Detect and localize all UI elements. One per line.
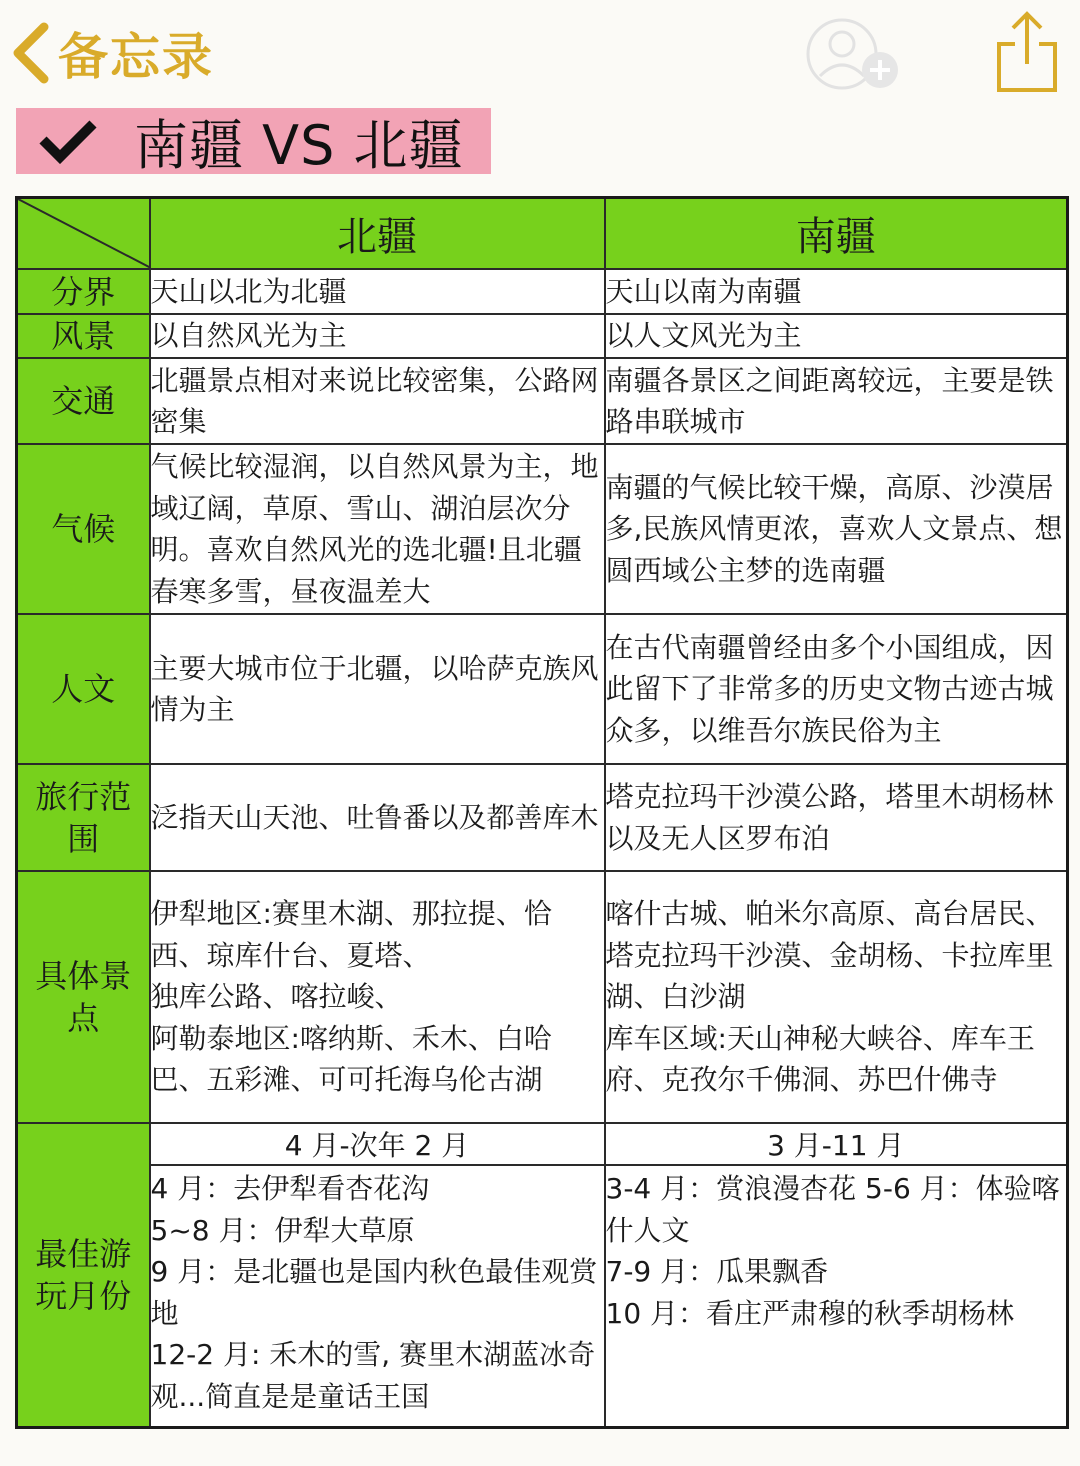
- comparison-table: [15, 196, 1069, 1429]
- back-label: 备忘录: [58, 28, 214, 86]
- navigation-bar: [0, 0, 1080, 105]
- row-label: 风景: [17, 314, 150, 358]
- north-cell: 主要大城市位于北疆，以哈萨克族风情为主: [150, 614, 605, 764]
- north-cell: [150, 871, 605, 1123]
- north-cell: 泛指天山天池、吐鲁番以及都善库木: [150, 764, 605, 871]
- south-spot-line: 喀什古城、帕米尔高原、高台居民、塔克拉玛干沙漠、金胡杨、卡拉库里湖、白沙湖: [605, 897, 1054, 1014]
- row-label: 最佳游玩月份: [17, 1123, 150, 1427]
- row-label: 气候: [17, 444, 150, 614]
- north-cell: 天山以北为北疆: [150, 269, 605, 314]
- north-spot-line: 伊犁地区:赛里木湖、那拉提、恰西、琼库什台、夏塔、: [150, 897, 552, 972]
- corner-cell: [17, 198, 150, 270]
- checkmark-icon: [38, 118, 98, 164]
- north-month-line: 12-2 月: 禾木的雪, 赛里木湖蓝冰奇观...简直是是童话王国: [150, 1338, 596, 1413]
- row-label: 交通: [17, 358, 150, 444]
- north-month-line: 5~8 月：伊犁大草原: [150, 1213, 415, 1247]
- share-icon: [995, 8, 1059, 94]
- south-cell: 天山以南为南疆: [605, 269, 1068, 314]
- north-months-cell: [150, 1165, 605, 1427]
- north-cell: 以自然风光为主: [150, 314, 605, 358]
- add-person-button[interactable]: [804, 14, 908, 98]
- south-cell: 以人文风光为主: [605, 314, 1068, 358]
- south-cell: 南疆各景区之间距离较远，主要是铁路串联城市: [605, 358, 1068, 444]
- south-cell: 南疆的气候比较干燥，高原、沙漠居多,民族风情更浓，喜欢人文景点、想圆西域公主梦的选南疆: [605, 444, 1068, 614]
- back-button[interactable]: [8, 18, 214, 88]
- chevron-left-icon: [8, 21, 52, 85]
- row-label: 分界: [17, 269, 150, 314]
- column-header-south: 南疆: [605, 198, 1068, 270]
- row-label: 具体景点: [17, 871, 150, 1123]
- south-month-line: 3-4 月：赏浪漫杏花 5-6 月：体验喀什人文: [605, 1172, 1060, 1247]
- south-months-cell: [605, 1165, 1068, 1427]
- south-month-line: 7-9 月：瓜果飘香: [605, 1255, 829, 1288]
- share-button[interactable]: [995, 8, 1059, 94]
- north-spot-line: 阿勒泰地区:喀纳斯、禾木、白哈巴、五彩滩、可可托海乌伦古湖: [150, 1021, 552, 1097]
- add-person-icon: [804, 14, 908, 98]
- south-cell: 塔克拉玛干沙漠公路，塔里木胡杨林以及无人区罗布泊: [605, 764, 1068, 871]
- column-header-north: 北疆: [150, 198, 605, 270]
- row-label: 旅行范围: [17, 764, 150, 871]
- row-label: 人文: [17, 614, 150, 764]
- north-cell: 气候比较湿润，以自然风景为主，地域辽阔，草原、雪山、湖泊层次分明。喜欢自然风光的选北疆!且北疆春寒多雪，昼夜温差大: [150, 444, 605, 614]
- diagonal-divider: [18, 199, 151, 268]
- page-title: 南疆 VS 北疆: [134, 113, 464, 177]
- north-range: 4 月-次年 2 月: [150, 1123, 605, 1165]
- north-cell: 北疆景点相对来说比较密集，公路网密集: [150, 358, 605, 444]
- south-month-line: 10 月：看庄严肃穆的秋季胡杨林: [605, 1296, 1015, 1330]
- north-spot-line: 独库公路、喀拉峻、: [150, 980, 403, 1014]
- south-range: 3 月-11 月: [605, 1123, 1068, 1165]
- south-cell: 在古代南疆曾经由多个小国组成，因此留下了非常多的历史文物古迹古城众多，以维吾尔族民俗为主: [605, 614, 1068, 764]
- title-banner: [16, 108, 491, 177]
- north-month-line: 9 月：是北疆也是国内秋色最佳观赏地: [150, 1255, 598, 1330]
- south-cell: [605, 871, 1068, 1123]
- south-spot-line: 库车区域:天山神秘大峡谷、库车王府、克孜尔千佛洞、苏巴什佛寺: [605, 1021, 1035, 1097]
- north-month-line: 4 月：去伊犁看杏花沟: [150, 1172, 430, 1205]
